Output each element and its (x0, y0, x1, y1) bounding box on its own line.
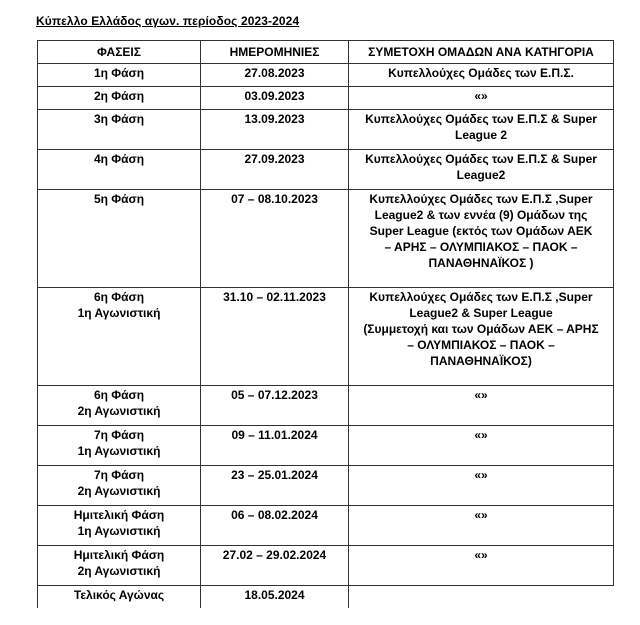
table-row (38, 506, 614, 546)
phase-cell: 2η Φάση (38, 87, 201, 110)
table-header-row (38, 41, 614, 64)
cup-schedule-table (37, 40, 614, 608)
table-row (38, 586, 614, 608)
participation-cell: «» (349, 87, 614, 110)
participation-cell: Κυπελλούχες Ομάδες των Ε.Π.Σ. (349, 64, 614, 87)
table-row (38, 386, 614, 426)
dates-cell: 13.09.2023 (201, 110, 349, 150)
phase-cell: 3η Φάση (38, 110, 201, 150)
dates-cell: 06 – 08.02.2024 (201, 506, 349, 546)
phase-cell: 4η Φάση (38, 150, 201, 190)
dates-cell: 27.02 – 29.02.2024 (201, 546, 349, 586)
table-row (38, 110, 614, 150)
document-title: Κύπελλο Ελλάδος αγων. περίοδος 2023-2024 (36, 14, 300, 28)
table-row (38, 288, 614, 386)
table-row (38, 150, 614, 190)
table-row (38, 87, 614, 110)
participation-cell: «» (349, 386, 614, 426)
participation-cell: Κυπελλούχες Ομάδες των Ε.Π.Σ ,Super League2 & Super League (Συμμετοχή και των Ομάδων ΑΕΚ – ΑΡΗΣ – ΟΛΥΜΠΙΑΚΟΣ – ΠΑΟΚ – ΠΑΝΑΘΗΝΑΪΚΟΣ) (349, 288, 614, 386)
dates-cell: 23 – 25.01.2024 (201, 466, 349, 506)
table-row (38, 466, 614, 506)
table-row (38, 190, 614, 288)
participation-cell: Κυπελλούχες Ομάδες των Ε.Π.Σ & Super League 2 (349, 110, 614, 150)
phase-cell: Τελικός Αγώνας (38, 586, 201, 608)
dates-cell: 07 – 08.10.2023 (201, 190, 349, 288)
dates-cell: 05 – 07.12.2023 (201, 386, 349, 426)
header-dates: ΗΜΕΡΟΜΗΝΙΕΣ (201, 41, 349, 64)
dates-cell: 03.09.2023 (201, 87, 349, 110)
table-row (38, 546, 614, 586)
participation-cell: «» (349, 426, 614, 466)
phase-cell: 7η Φάση 1η Αγωνιστική (38, 426, 201, 466)
participation-cell: «» (349, 466, 614, 506)
participation-cell (349, 586, 614, 608)
participation-cell: Κυπελλούχες Ομάδες των Ε.Π.Σ ,Super League2 & των εννέα (9) Ομάδων της Super League (εκτός των Ομάδων ΑΕΚ – ΑΡΗΣ – ΟΛΥΜΠΙΑΚΟΣ – ΠΑΟΚ – ΠΑΝΑΘΗΝΑΪΚΟΣ ) (349, 190, 614, 288)
phase-cell: 6η Φάση 2η Αγωνιστική (38, 386, 201, 426)
participation-cell: «» (349, 546, 614, 586)
table-row (38, 426, 614, 466)
phase-cell: Ημιτελική Φάση 2η Αγωνιστική (38, 546, 201, 586)
dates-cell: 27.08.2023 (201, 64, 349, 87)
dates-cell: 18.05.2024 (201, 586, 349, 608)
header-participation: ΣΥΜΕΤΟΧΗ ΟΜΑΔΩΝ ΑΝΑ ΚΑΤΗΓΟΡΙΑ (349, 41, 614, 64)
participation-cell: «» (349, 506, 614, 546)
dates-cell: 27.09.2023 (201, 150, 349, 190)
participation-cell: Κυπελλούχες Ομάδες των Ε.Π.Σ & Super League2 (349, 150, 614, 190)
table-row (38, 64, 614, 87)
header-phases: ΦΑΣΕΙΣ (38, 41, 201, 64)
phase-cell: 1η Φάση (38, 64, 201, 87)
dates-cell: 09 – 11.01.2024 (201, 426, 349, 466)
phase-cell: 5η Φάση (38, 190, 201, 288)
phase-cell: 7η Φάση 2η Αγωνιστική (38, 466, 201, 506)
phase-cell: 6η Φάση 1η Αγωνιστική (38, 288, 201, 386)
phase-cell: Ημιτελική Φάση 1η Αγωνιστική (38, 506, 201, 546)
dates-cell: 31.10 – 02.11.2023 (201, 288, 349, 386)
